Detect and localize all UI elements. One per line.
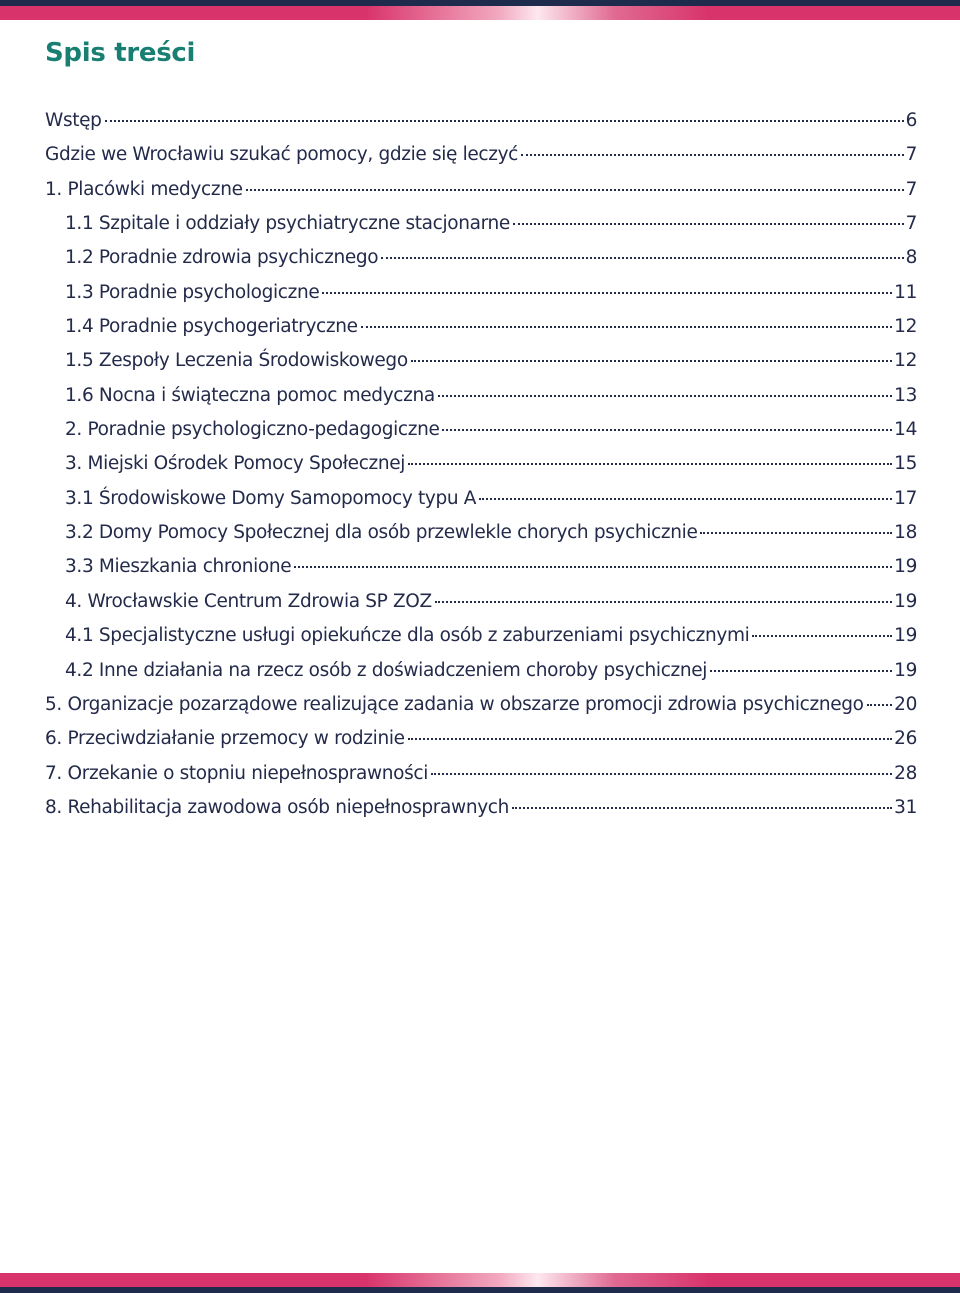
toc-dot-leader bbox=[294, 566, 892, 568]
toc-entry-page-number: 12 bbox=[894, 316, 917, 338]
toc-dot-leader bbox=[408, 738, 892, 740]
toc-entry[interactable] bbox=[45, 213, 917, 247]
toc-entry[interactable] bbox=[45, 488, 917, 522]
top-band-gradient-stripe bbox=[0, 6, 960, 20]
toc-entry-label: 1.2 Poradnie zdrowia psychicznego bbox=[65, 247, 379, 269]
toc-dot-leader bbox=[361, 326, 893, 328]
toc-dot-leader bbox=[105, 120, 904, 122]
table-of-contents bbox=[45, 110, 917, 831]
toc-dot-leader bbox=[521, 154, 904, 156]
toc-dot-leader bbox=[442, 429, 892, 431]
toc-entry-label: 1.1 Szpitale i oddziały psychiatryczne stacjonarne bbox=[65, 213, 510, 235]
toc-dot-leader bbox=[408, 463, 892, 465]
bottom-decorative-band bbox=[0, 1273, 960, 1293]
toc-dot-leader bbox=[512, 807, 892, 809]
toc-entry[interactable] bbox=[45, 419, 917, 453]
toc-entry[interactable] bbox=[45, 179, 917, 213]
toc-dot-leader bbox=[710, 670, 892, 672]
toc-dot-leader bbox=[438, 395, 892, 397]
toc-entry-page-number: 7 bbox=[905, 213, 917, 235]
toc-entry-page-number: 18 bbox=[894, 522, 917, 544]
toc-entry-page-number: 14 bbox=[894, 419, 917, 441]
toc-entry[interactable] bbox=[45, 316, 917, 350]
toc-entry-page-number: 19 bbox=[894, 625, 917, 647]
toc-entry-label: 1.4 Poradnie psychogeriatryczne bbox=[65, 316, 358, 338]
toc-entry[interactable] bbox=[45, 385, 917, 419]
toc-entry-page-number: 28 bbox=[894, 762, 917, 784]
toc-entry-label: 6. Przeciwdziałanie przemocy w rodzinie bbox=[45, 728, 405, 750]
toc-entry[interactable] bbox=[45, 797, 917, 831]
toc-entry-page-number: 19 bbox=[894, 556, 917, 578]
toc-dot-leader bbox=[246, 189, 904, 191]
toc-entry[interactable] bbox=[45, 694, 917, 728]
toc-entry[interactable] bbox=[45, 282, 917, 316]
toc-entry-page-number: 20 bbox=[894, 693, 917, 715]
toc-entry-page-number: 15 bbox=[894, 453, 917, 475]
toc-dot-leader bbox=[435, 601, 892, 603]
toc-entry-page-number: 7 bbox=[905, 178, 917, 200]
toc-entry[interactable] bbox=[45, 110, 917, 144]
toc-dot-leader bbox=[322, 292, 892, 294]
toc-entry-label: 3. Miejski Ośrodek Pomocy Społecznej bbox=[65, 453, 406, 475]
toc-entry[interactable] bbox=[45, 144, 917, 178]
toc-entry-label: 1.5 Zespoły Leczenia Środowiskowego bbox=[65, 350, 408, 372]
toc-entry-page-number: 12 bbox=[894, 350, 917, 372]
toc-entry[interactable] bbox=[45, 660, 917, 694]
toc-entry-label: 4.1 Specjalistyczne usługi opiekuńcze dla osób z zaburzeniami psychicznymi bbox=[65, 625, 750, 647]
toc-entry-label: Wstęp bbox=[45, 110, 102, 131]
top-decorative-band bbox=[0, 0, 960, 20]
toc-entry-page-number: 19 bbox=[894, 590, 917, 612]
toc-entry[interactable] bbox=[45, 247, 917, 281]
toc-entry-label: 4.2 Inne działania na rzecz osób z doświadczeniem choroby psychicznej bbox=[65, 659, 708, 681]
toc-entry-label: 8. Rehabilitacja zawodowa osób niepełnosprawnych bbox=[45, 796, 509, 818]
toc-entry-page-number: 26 bbox=[894, 728, 917, 750]
toc-dot-leader bbox=[700, 532, 892, 534]
toc-entry-label: 5. Organizacje pozarządowe realizujące zadania w obszarze promocji zdrowia psychicznego bbox=[45, 693, 864, 715]
toc-entry-label: 7. Orzekanie o stopniu niepełnosprawności bbox=[45, 762, 429, 784]
toc-dot-leader bbox=[381, 257, 903, 259]
toc-dot-leader bbox=[479, 498, 892, 500]
toc-entry-label: 1. Placówki medyczne bbox=[45, 178, 243, 200]
toc-entry-label: Gdzie we Wrocławiu szukać pomocy, gdzie się leczyć bbox=[45, 144, 519, 166]
toc-dot-leader bbox=[411, 360, 892, 362]
toc-entry-label: 3.2 Domy Pomocy Społecznej dla osób przewlekle chorych psychicznie bbox=[65, 522, 698, 544]
bottom-band-dark-stripe bbox=[0, 1287, 960, 1293]
toc-entry[interactable] bbox=[45, 728, 917, 762]
toc-entry[interactable] bbox=[45, 763, 917, 797]
toc-entry[interactable] bbox=[45, 556, 917, 590]
toc-dot-leader bbox=[867, 704, 893, 706]
toc-entry-page-number: 17 bbox=[894, 487, 917, 509]
toc-dot-leader bbox=[513, 223, 904, 225]
bottom-band-gradient-stripe bbox=[0, 1273, 960, 1287]
toc-dot-leader bbox=[431, 773, 892, 775]
toc-entry-label: 2. Poradnie psychologiczno-pedagogiczne bbox=[65, 419, 440, 441]
toc-entry-page-number: 8 bbox=[905, 247, 917, 269]
toc-entry[interactable] bbox=[45, 350, 917, 384]
toc-entry-page-number: 11 bbox=[894, 281, 917, 303]
toc-entry-label: 1.3 Poradnie psychologiczne bbox=[65, 281, 320, 303]
toc-entry-label: 3.3 Mieszkania chronione bbox=[65, 556, 292, 578]
toc-dot-leader bbox=[752, 635, 892, 637]
toc-entry[interactable] bbox=[45, 591, 917, 625]
toc-entry-page-number: 6 bbox=[905, 110, 917, 131]
toc-entry-label: 3.1 Środowiskowe Domy Samopomocy typu A bbox=[65, 487, 477, 509]
toc-entry-page-number: 13 bbox=[894, 384, 917, 406]
toc-entry-page-number: 19 bbox=[894, 659, 917, 681]
toc-entry-page-number: 7 bbox=[905, 144, 917, 166]
toc-entry-label: 4. Wrocławskie Centrum Zdrowia SP ZOZ bbox=[65, 590, 432, 612]
page-title: Spis treści bbox=[45, 38, 196, 68]
toc-entry[interactable] bbox=[45, 453, 917, 487]
toc-entry[interactable] bbox=[45, 625, 917, 659]
toc-entry-page-number: 31 bbox=[894, 796, 917, 818]
toc-entry-label: 1.6 Nocna i świąteczna pomoc medyczna bbox=[65, 384, 435, 406]
toc-entry[interactable] bbox=[45, 522, 917, 556]
